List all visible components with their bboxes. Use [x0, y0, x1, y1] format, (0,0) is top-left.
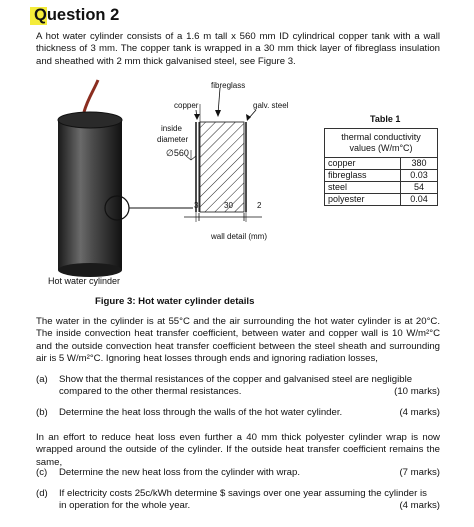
part-b — [36, 407, 440, 421]
table-header-row — [325, 129, 438, 158]
part-number: (d) — [36, 488, 48, 499]
table-cell-value: 54 — [401, 182, 438, 194]
table-cell-material: copper — [325, 158, 401, 170]
table-row — [325, 194, 438, 206]
label-wall-detail: wall detail (mm) — [211, 232, 268, 241]
part-d — [36, 488, 440, 518]
label-hot-water-cylinder: Hot water cylinder — [48, 276, 121, 286]
part-a — [36, 374, 440, 404]
paragraph-conditions: The water in the cylinder is at 55°C and the air surrounding the hot water cylinder is at 20°C. The inside convection heat transfer coefficient, between water and copper wall is 10 W/m²°C and the outside convection heat transfer coefficient between the steel sheath and surrounding air is 5 W/m²°C. Ignoring heat losses through ends and ignoring radiation losses, — [36, 316, 440, 365]
table-cell-value: 0.04 — [401, 194, 438, 206]
dim-copper-thickness: 3 — [194, 201, 199, 210]
question-title: Question 2 — [34, 6, 120, 24]
part-c — [36, 467, 440, 481]
table-title: Table 1 — [370, 114, 401, 124]
figure-caption: Figure 3: Hot water cylinder details — [95, 296, 255, 307]
label-inside: inside — [161, 124, 182, 133]
dim-fibreglass-thickness: 30 — [224, 201, 233, 210]
table-row — [325, 182, 438, 194]
table-row — [325, 170, 438, 182]
part-number: (c) — [36, 467, 48, 478]
part-text: If electricity costs 25c/kWh determine $ savings over one year assuming the cylinder is in operation for the whole year. — [59, 488, 427, 512]
part-text: Determine the heat loss through the walls of the hot water cylinder. — [59, 407, 343, 418]
intro-paragraph: A hot water cylinder consists of a 1.6 m tall x 560 mm ID cylindrical copper tank with a wall thickness of 3 mm. The copper tank is wrapped in a 30 mm thick layer of fibreglass insulation and sheathed with 2 mm thick galvanised steel, see Figure 3. — [36, 31, 440, 67]
cylinder-body — [58, 120, 122, 270]
paragraph-wrap: In an effort to reduce heat loss even further a 40 mm thick polyester cylinder wrap is now wrapped around the outside of the cylinder. If the outside heat transfer coefficient remains the same, — [36, 432, 440, 468]
part-number: (b) — [36, 407, 48, 418]
label-diameter-value: ∅560 — [166, 148, 189, 158]
label-diameter: diameter — [157, 135, 189, 144]
conductivity-table — [324, 128, 438, 206]
table-cell-value: 0.03 — [401, 170, 438, 182]
cylinder-top — [58, 112, 122, 128]
part-text: Show that the thermal resistances of the copper and galvanised steel are negligible compared to the other thermal resistances. — [59, 374, 413, 398]
table-cell-material: fibreglass — [325, 170, 401, 182]
table-cell-material: steel — [325, 182, 401, 194]
table-row — [325, 158, 438, 170]
part-marks: (7 marks) — [399, 467, 440, 478]
part-marks: (4 marks) — [399, 500, 440, 511]
label-copper: copper — [174, 101, 199, 110]
part-marks: (10 marks) — [394, 386, 440, 397]
table-header: thermal conductivity values (W/m°C) — [325, 129, 438, 158]
label-fibreglass: fibreglass — [211, 81, 246, 90]
table-cell-value: 380 — [401, 158, 438, 170]
dim-steel-thickness: 2 — [257, 201, 262, 210]
label-galv-steel: galv. steel — [253, 101, 289, 110]
part-marks: (4 marks) — [399, 407, 440, 418]
cylinder-bottom — [58, 263, 122, 277]
table-cell-material: polyester — [325, 194, 401, 206]
part-number: (a) — [36, 374, 48, 385]
part-text: Determine the new heat loss from the cylinder with wrap. — [59, 467, 301, 478]
pipe-graphic — [84, 80, 98, 112]
